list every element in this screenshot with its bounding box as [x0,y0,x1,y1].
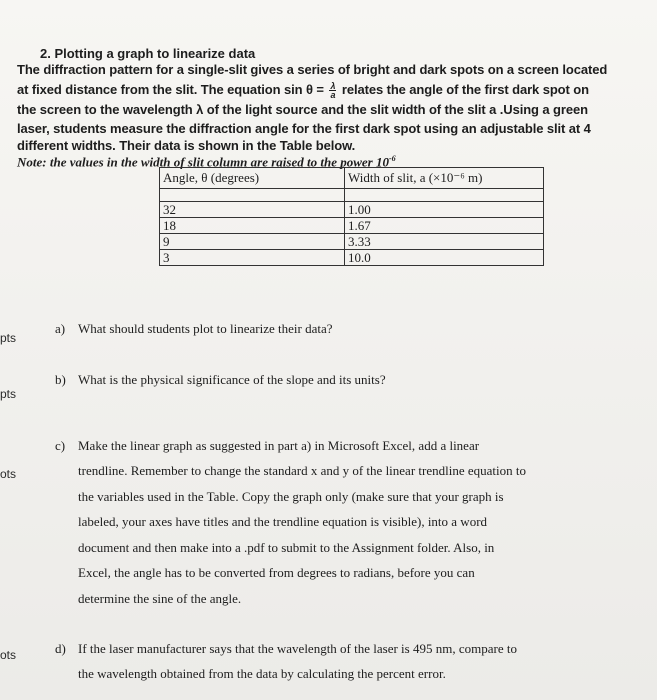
problem-heading: 2. Plotting a graph to linearize data [40,46,256,61]
problem-line-3: the screen to the wavelength λ of the light source and the slit width of the slit a .Using a green [17,102,588,117]
question-c-line: trendline. Remember to change the standard x and y of the linear trendline equation to [78,463,526,478]
points-label-d: ots [0,648,17,662]
table-cell-width: 10.0 [345,250,544,266]
question-c-line: Excel, the angle has to be converted from degrees to radians, before you can [78,565,475,580]
question-c-line: the variables used in the Table. Copy the graph only (make sure that your graph is [78,489,504,504]
table-cell-width: 3.33 [345,234,544,250]
data-table [159,167,544,266]
question-c-line: determine the sine of the angle. [78,591,242,606]
lambda-over-a-fraction [329,82,336,99]
problem-line-2 [17,82,589,99]
points-label-c: ots [0,467,17,481]
problem-note-exponent: -6 [388,154,396,163]
problem-note-text: Note: the values in the width of slit column are raised to the power 10 [17,154,389,170]
points-label-a: pts [0,331,17,345]
problem-line-4: laser, students measure the diffraction angle for the first dark spot using an adjustable slit at 4 [17,121,591,136]
table-row [160,250,544,266]
fraction-numerator: λ [330,81,336,92]
points-label-b: pts [0,387,17,401]
table-cell-angle: 18 [160,218,345,234]
question-d-line: If the laser manufacturer says that the wavelength of the laser is 495 nm, compare to [78,641,517,656]
table-spacer-row [160,189,544,202]
fraction-denominator: a [330,90,336,101]
table-cell-angle: 32 [160,202,345,218]
table-row [160,218,544,234]
question-d-line: the wavelength obtained from the data by calculating the percent error. [78,666,446,681]
table-header-angle: Angle, θ (degrees) [160,168,345,189]
table-cell-width: 1.67 [345,218,544,234]
question-a-label: a) [55,321,66,336]
question-c-line: document and then make into a .pdf to submit to the Assignment folder. Also, in [78,540,495,555]
question-c-line: labeled, your axes have titles and the trendline equation is visible), into a word [78,514,488,529]
table-row [160,234,544,250]
problem-line-2-end: relates the angle of the first dark spot on [338,82,589,97]
question-d-label: d) [55,641,66,656]
table-cell-angle: 3 [160,250,345,266]
problem-line-1: The diffraction pattern for a single-slit gives a series of bright and dark spots on a screen located [17,62,608,77]
table-header-width: Width of slit, a (×10⁻⁶ m) [345,168,544,189]
question-c-line: Make the linear graph as suggested in part a) in Microsoft Excel, add a linear [78,438,480,453]
table-row [160,202,544,218]
question-b-text: What is the physical significance of the slope and its units? [78,372,386,387]
problem-line-2-start: at fixed distance from the slit. The equation sin θ = [17,82,328,97]
problem-line-5: different widths. Their data is shown in the Table below. [17,138,356,153]
table-cell-angle: 9 [160,234,345,250]
table-header-row [160,168,544,189]
question-c-label: c) [55,438,66,453]
table-cell-width: 1.00 [345,202,544,218]
question-a-text: What should students plot to linearize their data? [78,321,333,336]
question-b-label: b) [55,372,66,387]
